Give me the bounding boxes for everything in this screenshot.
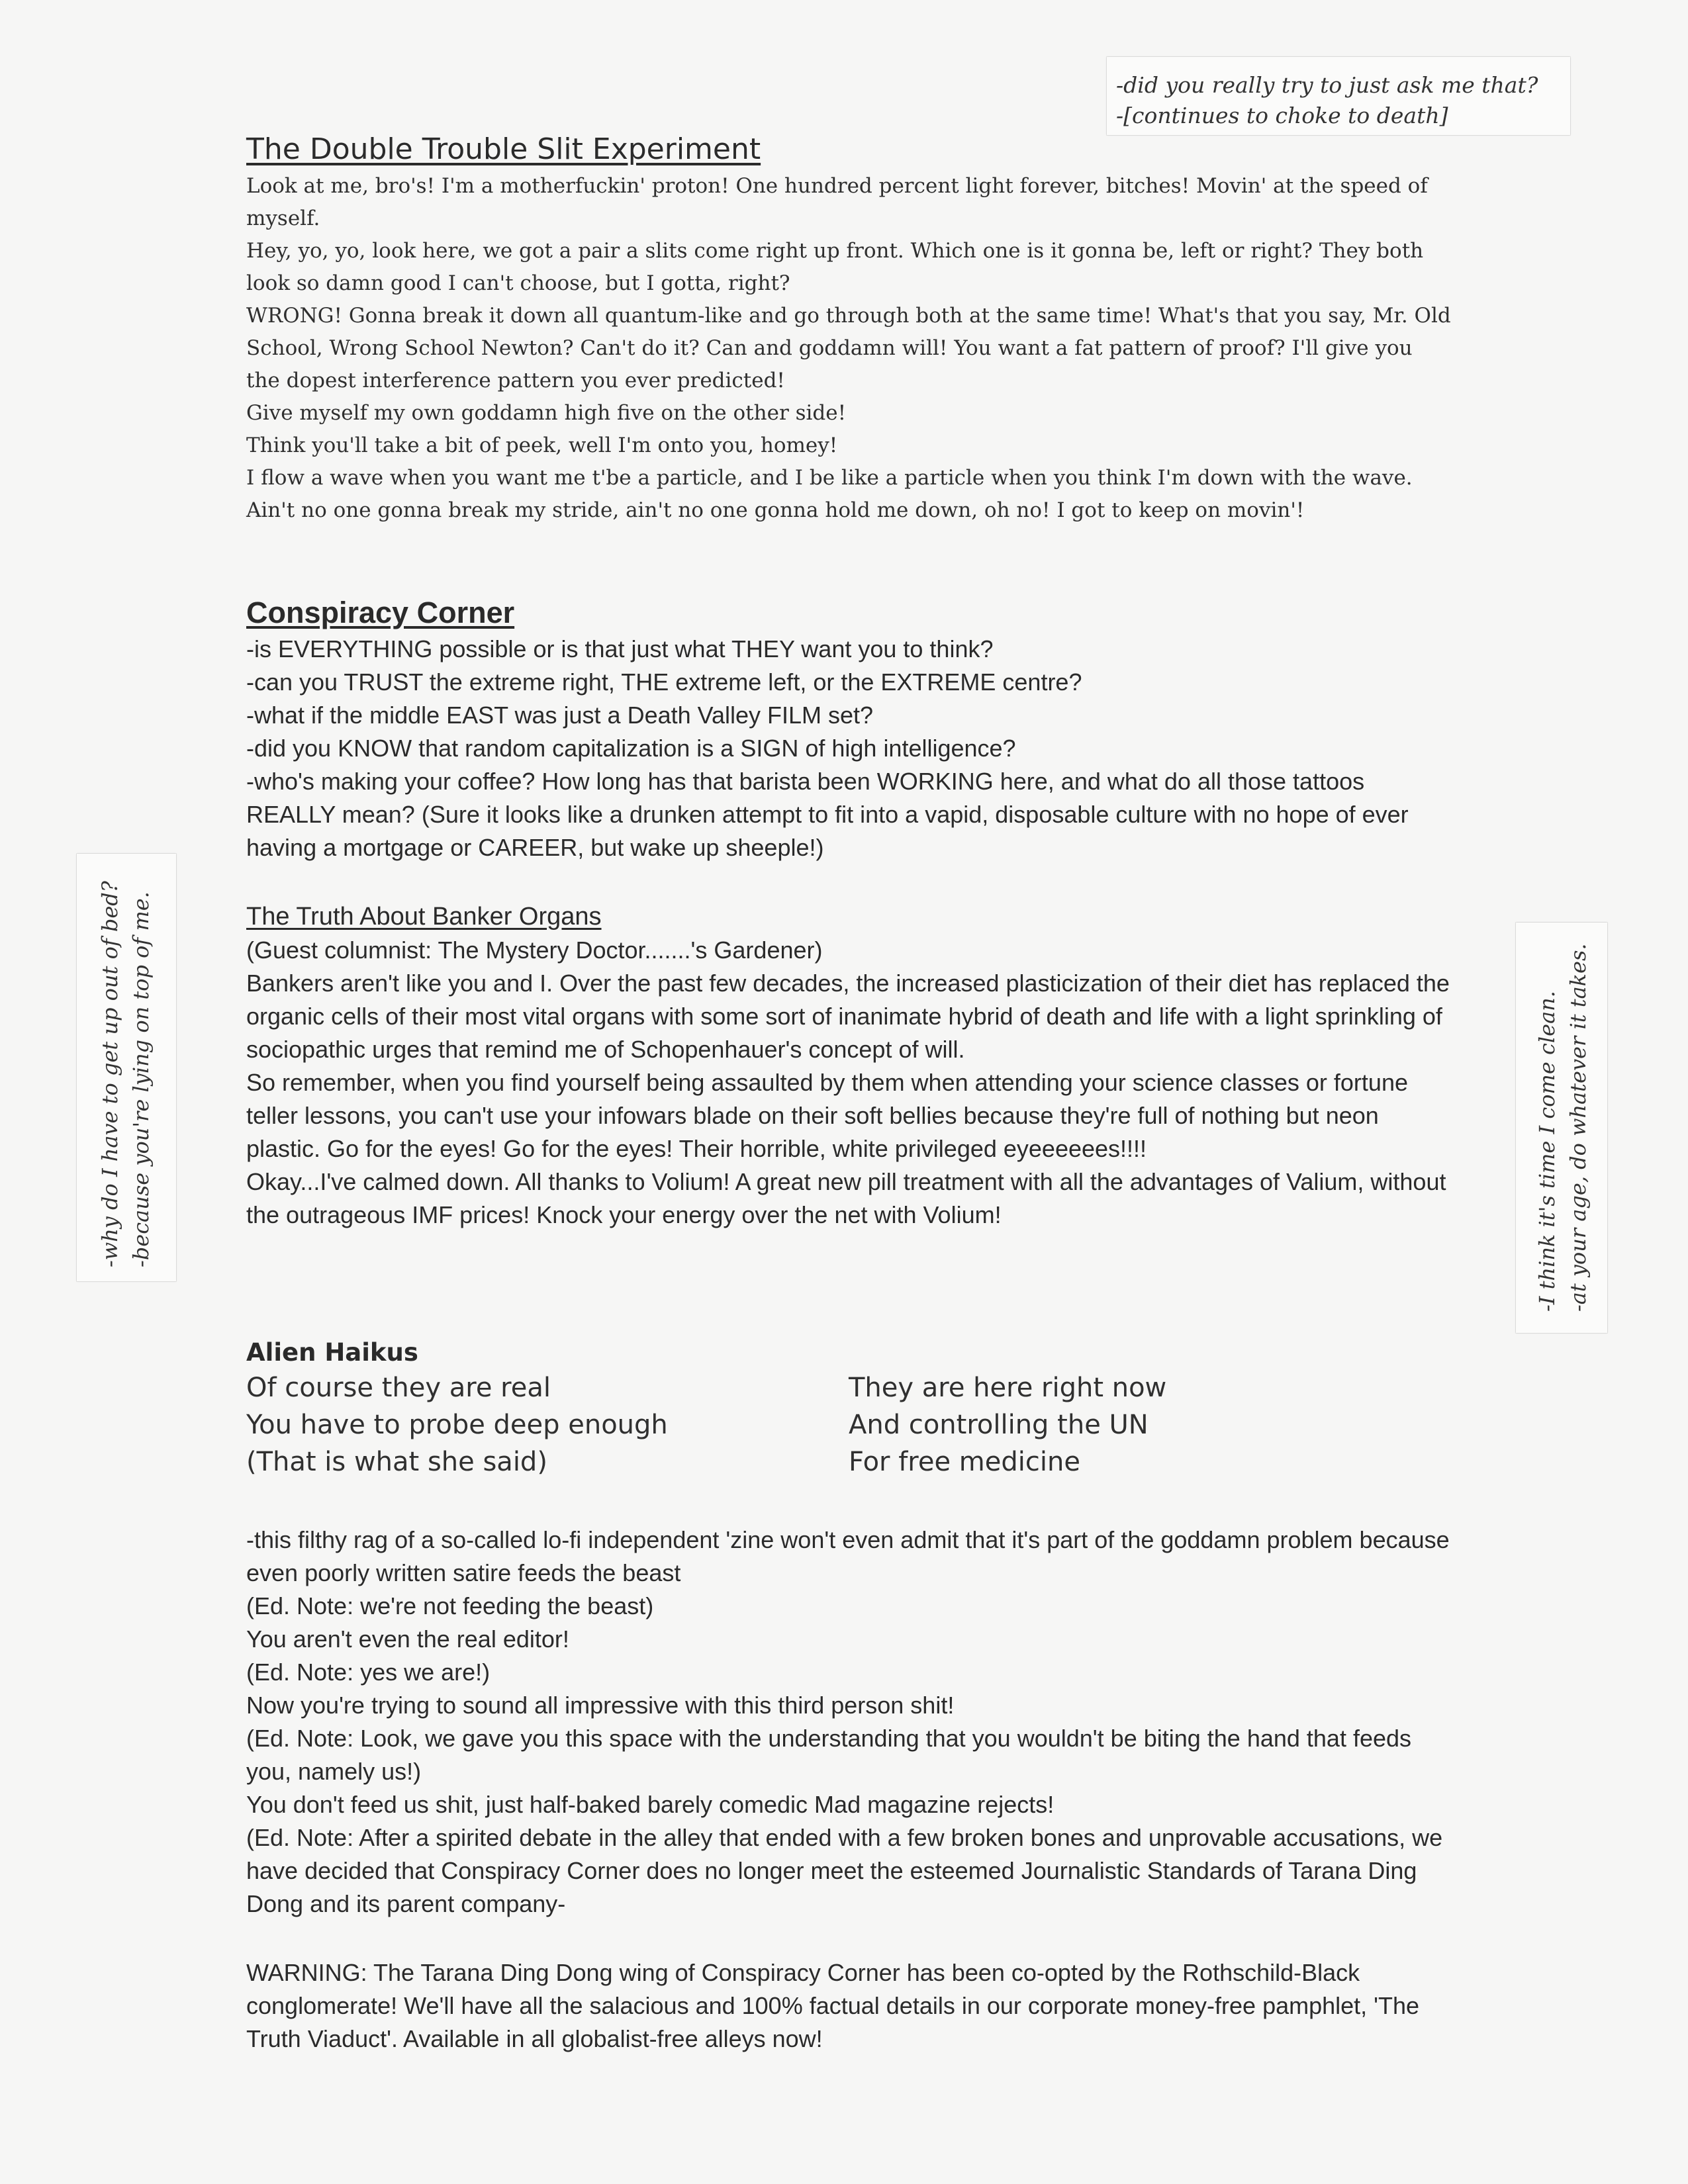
double-trouble-line: Look at me, bro's! I'm a motherfuckin' proton! One hundred percent light forever, bitches! Movin' at the speed of myself. <box>246 174 1428 230</box>
alien-haikus-section <box>246 1338 1451 1480</box>
haiku-line: (That is what she said) <box>246 1447 547 1477</box>
double-trouble-title: The Double Trouble Slit Experiment <box>246 132 761 166</box>
haiku-line: They are here right now <box>849 1373 1167 1403</box>
conspiracy-line: -is EVERYTHING possible or is that just what THEY want you to think? <box>246 635 994 662</box>
debate-line: (Ed. Note: After a spirited debate in the alley that ended with a few broken bones and unprovable accusations, we have decided that Conspiracy Corner does no longer meet the esteemed Journalistic Standards of Tarana Ding Dong and its parent company- <box>246 1824 1443 1917</box>
debate-line: Now you're trying to sound all impressive with this third person shit! <box>246 1692 955 1719</box>
margin-note-top-line-1: -did you really try to just ask me that? <box>1116 72 1538 98</box>
margin-note-left-line-1: -why do I have to get up out of bed? <box>97 881 122 1267</box>
margin-note-right-line-2: -at your age, do whatever it takes. <box>1566 943 1591 1312</box>
banker-line: (Guest columnist: The Mystery Doctor.......'s Gardener) <box>246 936 823 964</box>
banker-line: So remember, when you find yourself being assaulted by them when attending your science classes or fortune teller lessons, you can't use your infowars blade on their soft bellies because they're full of nothing but neon plastic. Go for the eyes! Go for the eyes! Their horrible, white privileged eyeeeeees!!!! <box>246 1069 1408 1162</box>
double-trouble-line: Think you'll take a bit of peek, well I'm onto you, homey! <box>246 433 838 457</box>
debate-line: You aren't even the real editor! <box>246 1625 569 1653</box>
debate-line: (Ed. Note: yes we are!) <box>246 1659 491 1686</box>
haiku-line: Of course they are real <box>246 1373 551 1403</box>
banker-organs-section <box>246 903 1451 1232</box>
banker-line: Bankers aren't like you and I. Over the past few decades, the increased plasticization of their diet has replaced the organic cells of their most vital organs with some sort of inanimate hybrid of death and life with a light sprinkling of sociopathic urges that remind me of Schopenhauer's concept of will. <box>246 970 1450 1063</box>
conspiracy-line: -who's making your coffee? How long has that barista been WORKING here, and what do all those tattoos REALLY mean? (Sure it looks like a drunken attempt to fit into a vapid, disposable culture with no hope of ever having a mortgage or CAREER, but wake up sheeple!) <box>246 768 1409 861</box>
banker-organs-title: The Truth About Banker Organs <box>246 903 602 931</box>
banker-line: Okay...I've calmed down. All thanks to Volium! A great new pill treatment with all the advantages of Valium, without the outrageous IMF prices! Knock your energy over the net with Volium! <box>246 1168 1446 1228</box>
warning-text: WARNING: The Tarana Ding Dong wing of Conspiracy Corner has been co-opted by the Rothschild-Black conglomerate! We'll have all the salacious and 100% factual details in our corporate money-free pamphlet, 'The Truth Viaduct'. Available in all globalist-free alleys now! <box>246 1959 1420 2052</box>
double-trouble-line: Ain't no one gonna break my stride, ain't no one gonna hold me down, oh no! I got to keep on movin'! <box>246 498 1305 522</box>
conspiracy-line: -what if the middle EAST was just a Death Valley FILM set? <box>246 702 874 729</box>
haiku-left <box>246 1369 849 1480</box>
haiku-right <box>849 1369 1451 1480</box>
margin-note-top <box>1107 57 1570 135</box>
debate-line: (Ed. Note: we're not feeding the beast) <box>246 1592 654 1619</box>
margin-note-left <box>77 854 176 1281</box>
haiku-line: For free medicine <box>849 1447 1080 1477</box>
double-trouble-line: WRONG! Gonna break it down all quantum-like and go through both at the same time! What's that you say, Mr. Old School, Wrong School Newton? Can't do it? Can and goddamn will! You want a fat pattern of proof? I'll give you the dopest interference pattern you ever predicted! <box>246 304 1451 392</box>
double-trouble-line: Hey, yo, yo, look here, we got a pair a slits come right up front. Which one is it gonna be, left or right? They both look so damn good I can't choose, but I gotta, right? <box>246 239 1424 295</box>
debate-line: You don't feed us shit, just half-baked barely comedic Mad magazine rejects! <box>246 1791 1055 1818</box>
conspiracy-corner-section <box>246 596 1451 864</box>
conspiracy-line: -did you KNOW that random capitalization is a SIGN of high intelligence? <box>246 735 1016 762</box>
margin-note-right-line-1: -I think it's time I come clean. <box>1534 991 1560 1312</box>
haiku-line: And controlling the UN <box>849 1410 1149 1440</box>
double-trouble-section <box>246 132 1451 527</box>
double-trouble-line: I flow a wave when you want me t'be a particle, and I be like a particle when you think I'm down with the wave. <box>246 466 1413 490</box>
conspiracy-line: -can you TRUST the extreme right, THE extreme left, or the EXTREME centre? <box>246 668 1082 696</box>
warning-section <box>246 1956 1451 2056</box>
margin-note-top-line-2: -[continues to choke to death] <box>1116 103 1448 128</box>
double-trouble-line: Give myself my own goddamn high five on the other side! <box>246 401 847 425</box>
editor-debate-section <box>246 1524 1451 1921</box>
alien-haikus-title: Alien Haikus <box>246 1338 418 1367</box>
debate-line: -this filthy rag of a so-called lo-fi independent 'zine won't even admit that it's part of the goddamn problem because even poorly written satire feeds the beast <box>246 1526 1450 1586</box>
haiku-line: You have to probe deep enough <box>246 1410 668 1440</box>
margin-note-left-line-2: -because you're lying on top of me. <box>128 891 154 1267</box>
debate-line: (Ed. Note: Look, we gave you this space with the understanding that you wouldn't be biting the hand that feeds you, namely us!) <box>246 1725 1412 1785</box>
margin-note-right <box>1516 923 1607 1333</box>
haiku-columns <box>246 1369 1451 1480</box>
conspiracy-corner-title: Conspiracy Corner <box>246 596 515 629</box>
